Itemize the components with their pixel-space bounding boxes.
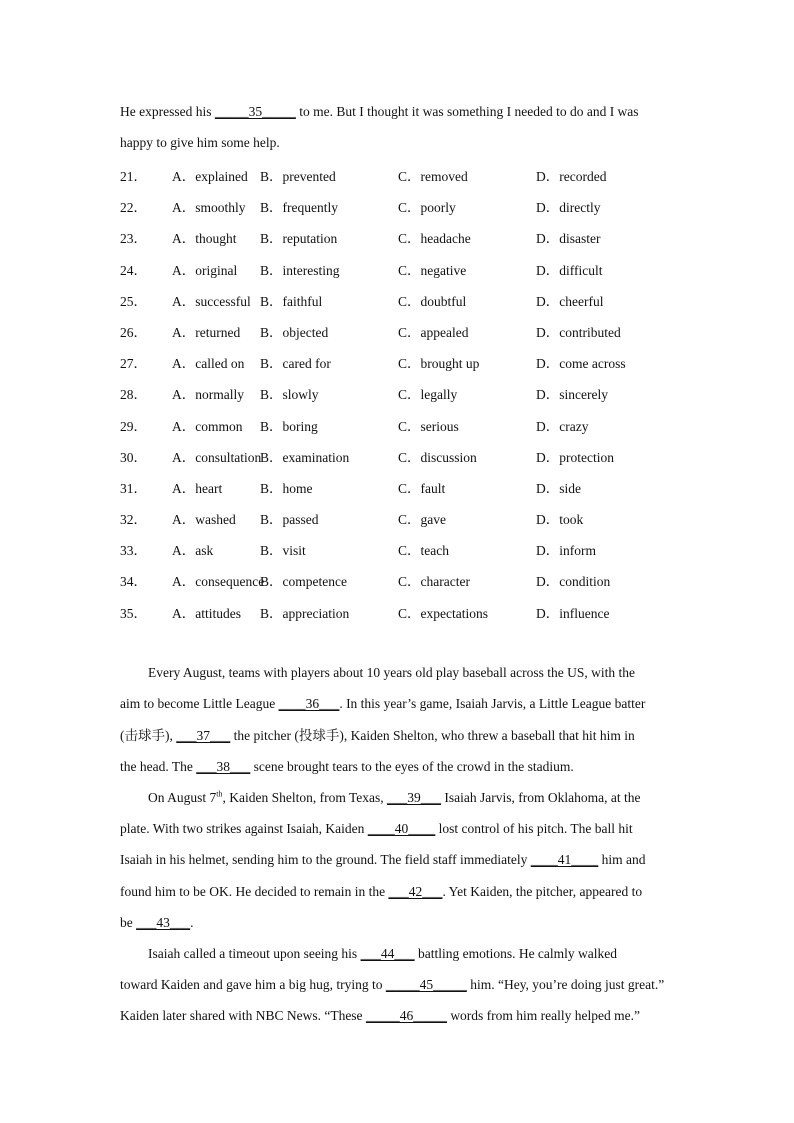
option-c: C．character bbox=[398, 574, 470, 590]
passage-text: battling emotions. He calmly walked bbox=[414, 946, 618, 961]
option-b: B．faithful bbox=[260, 293, 323, 309]
passage-text: him. “Hey, you’re doing just great.” bbox=[466, 977, 665, 992]
option-c: C．brought up bbox=[398, 356, 480, 372]
question-number: 26． bbox=[120, 324, 147, 340]
passage-text: Isaiah called a timeout upon seeing his bbox=[148, 946, 361, 961]
passage-line bbox=[120, 884, 642, 900]
option-b: B．frequently bbox=[260, 200, 338, 216]
question-row-29 bbox=[120, 415, 720, 446]
option-d: D．difficult bbox=[536, 262, 603, 278]
intro-text: He expressed his bbox=[120, 104, 215, 119]
passage-text: Kaiden later shared with NBC News. “These bbox=[120, 1008, 366, 1023]
option-c: C．legally bbox=[398, 387, 458, 403]
option-a: A．consequence bbox=[172, 574, 265, 590]
question-row-32 bbox=[120, 508, 720, 539]
question-number: 31． bbox=[120, 480, 147, 496]
option-a: A．attitudes bbox=[172, 605, 241, 621]
option-c: C．poorly bbox=[398, 200, 456, 216]
passage-text: aim to become Little League bbox=[120, 696, 279, 711]
question-row-25 bbox=[120, 290, 720, 321]
intro-line-2: happy to give him some help. bbox=[120, 135, 280, 150]
question-number: 25． bbox=[120, 293, 147, 309]
question-number: 27． bbox=[120, 356, 147, 372]
option-d: D．contributed bbox=[536, 324, 621, 340]
option-b: B．objected bbox=[260, 324, 329, 340]
option-d: D．disaster bbox=[536, 231, 601, 247]
passage-line bbox=[120, 696, 645, 712]
question-number: 23． bbox=[120, 231, 147, 247]
passage-line bbox=[148, 790, 640, 806]
question-row-27 bbox=[120, 352, 720, 383]
passage-text: . Yet Kaiden, the pitcher, appeared to bbox=[442, 884, 643, 899]
option-c: C．doubtful bbox=[398, 293, 467, 309]
option-b: B．prevented bbox=[260, 169, 336, 184]
ordinal-suffix: th bbox=[216, 789, 223, 799]
blank-39: ___39___ bbox=[387, 790, 442, 805]
option-c: C．appealed bbox=[398, 324, 469, 340]
question-number: 24． bbox=[120, 262, 147, 278]
passage-text: plate. With two strikes against Isaiah, Kaiden bbox=[120, 821, 368, 836]
blank-36: ____36___ bbox=[278, 696, 340, 711]
passage-text: words from him really helped me.” bbox=[446, 1008, 641, 1023]
passage-text: . In this year’s game, Isaiah Jarvis, a Little League batter bbox=[339, 696, 646, 711]
question-row-30 bbox=[120, 446, 720, 477]
option-d: D．inform bbox=[536, 543, 596, 559]
blank-35: _____35_____ bbox=[214, 104, 296, 119]
passage-line bbox=[120, 1008, 640, 1024]
blank-45: _____45_____ bbox=[385, 977, 467, 992]
passage-text: the pitcher (投球手), Kaiden Shelton, who threw a baseball that hit him in bbox=[230, 728, 635, 743]
option-d: D．sincerely bbox=[536, 387, 608, 403]
option-a: A．called on bbox=[172, 356, 245, 372]
option-a: A．thought bbox=[172, 231, 237, 247]
passage-text: Isaiah in his helmet, sending him to the ground. The field staff immediately bbox=[120, 852, 531, 867]
question-row-24 bbox=[120, 259, 720, 290]
question-number: 35． bbox=[120, 605, 147, 621]
option-c: C．discussion bbox=[398, 449, 477, 465]
question-number: 32． bbox=[120, 512, 147, 528]
passage-text: On August 7 bbox=[148, 790, 217, 805]
option-d: D．cheerful bbox=[536, 293, 604, 309]
option-d: D．recorded bbox=[536, 169, 607, 184]
blank-40: ____40____ bbox=[367, 821, 436, 836]
passage-line bbox=[148, 946, 617, 962]
option-d: D．directly bbox=[536, 200, 601, 216]
option-c: C．negative bbox=[398, 262, 467, 278]
question-row-34 bbox=[120, 570, 720, 601]
option-a: A．explained bbox=[172, 169, 248, 184]
blank-42: ___42___ bbox=[388, 884, 443, 899]
question-number: 21． bbox=[120, 169, 147, 184]
question-number: 22． bbox=[120, 200, 147, 216]
option-d: D．condition bbox=[536, 574, 611, 590]
option-b: B．examination bbox=[260, 449, 350, 465]
question-row-26 bbox=[120, 321, 720, 352]
option-c: C．teach bbox=[398, 543, 449, 559]
option-b: B．boring bbox=[260, 418, 318, 434]
option-a: A．consultation bbox=[172, 449, 262, 465]
question-row-21 bbox=[120, 165, 720, 196]
blank-37: ___37___ bbox=[176, 728, 231, 743]
option-c: C．headache bbox=[398, 231, 471, 247]
passage-text: Isaiah Jarvis, from Oklahoma, at the bbox=[441, 790, 641, 805]
question-number: 30． bbox=[120, 449, 147, 465]
option-a: A．normally bbox=[172, 387, 244, 403]
question-row-28 bbox=[120, 383, 720, 414]
passage-text: (击球手), bbox=[120, 728, 177, 743]
blank-44: ___44___ bbox=[360, 946, 415, 961]
passage-text: found him to be OK. He decided to remain in the bbox=[120, 884, 389, 899]
passage-text: be bbox=[120, 915, 137, 930]
option-a: A．returned bbox=[172, 324, 241, 340]
option-b: B．interesting bbox=[260, 262, 340, 278]
passage-line bbox=[120, 977, 664, 993]
question-row-23 bbox=[120, 227, 720, 258]
passage-text: lost control of his pitch. The ball hit bbox=[435, 821, 633, 836]
option-c: C．removed bbox=[398, 169, 468, 184]
option-b: B．visit bbox=[260, 543, 306, 559]
option-a: A．successful bbox=[172, 293, 251, 309]
option-b: B．competence bbox=[260, 574, 347, 590]
blank-38: ___38___ bbox=[196, 759, 251, 774]
option-c: C．gave bbox=[398, 512, 446, 528]
option-c: C．expectations bbox=[398, 605, 488, 621]
question-number: 29． bbox=[120, 418, 147, 434]
option-b: B．passed bbox=[260, 512, 319, 528]
question-number: 33． bbox=[120, 543, 147, 559]
option-b: B．reputation bbox=[260, 231, 338, 247]
passage-line bbox=[120, 821, 633, 837]
passage-line bbox=[120, 728, 635, 744]
question-number: 34． bbox=[120, 574, 147, 590]
passage-text: . bbox=[190, 915, 194, 930]
passage-line bbox=[120, 915, 194, 931]
option-c: C．serious bbox=[398, 418, 459, 434]
option-c: C．fault bbox=[398, 480, 446, 496]
option-d: D．side bbox=[536, 480, 581, 496]
passage-line: Every August, teams with players about 10 years old play baseball across the US, with the bbox=[148, 665, 636, 680]
option-b: B．appreciation bbox=[260, 605, 350, 621]
passage-text: , Kaiden Shelton, from Texas, bbox=[222, 790, 388, 805]
blank-46: _____46_____ bbox=[365, 1008, 447, 1023]
option-a: A．original bbox=[172, 262, 238, 278]
question-row-22 bbox=[120, 196, 720, 227]
question-row-35 bbox=[120, 602, 720, 633]
passage-text: scene brought tears to the eyes of the crowd in the stadium. bbox=[250, 759, 574, 774]
option-a: A．ask bbox=[172, 543, 214, 559]
question-row-33 bbox=[120, 539, 720, 570]
option-d: D．come across bbox=[536, 356, 626, 372]
option-b: B．cared for bbox=[260, 356, 331, 372]
passage-text: him and bbox=[598, 852, 646, 867]
intro-line-1 bbox=[120, 104, 639, 120]
blank-41: ____41____ bbox=[530, 852, 599, 867]
option-a: A．common bbox=[172, 418, 243, 434]
question-number: 28． bbox=[120, 387, 147, 403]
passage-text: the head. The bbox=[120, 759, 197, 774]
option-b: B．slowly bbox=[260, 387, 319, 403]
option-a: A．smoothly bbox=[172, 200, 246, 216]
option-a: A．heart bbox=[172, 480, 223, 496]
options-table bbox=[120, 165, 720, 633]
option-d: D．influence bbox=[536, 605, 610, 621]
question-row-31 bbox=[120, 477, 720, 508]
option-d: D．took bbox=[536, 512, 584, 528]
option-a: A．washed bbox=[172, 512, 236, 528]
passage-line bbox=[120, 852, 646, 868]
option-b: B．home bbox=[260, 480, 313, 496]
intro-text: to me. But I thought it was something I needed to do and I was bbox=[295, 104, 639, 119]
passage-text: toward Kaiden and gave him a big hug, trying to bbox=[120, 977, 386, 992]
blank-43: ___43___ bbox=[136, 915, 191, 930]
passage-line bbox=[120, 759, 574, 775]
option-d: D．crazy bbox=[536, 418, 589, 434]
option-d: D．protection bbox=[536, 449, 614, 465]
